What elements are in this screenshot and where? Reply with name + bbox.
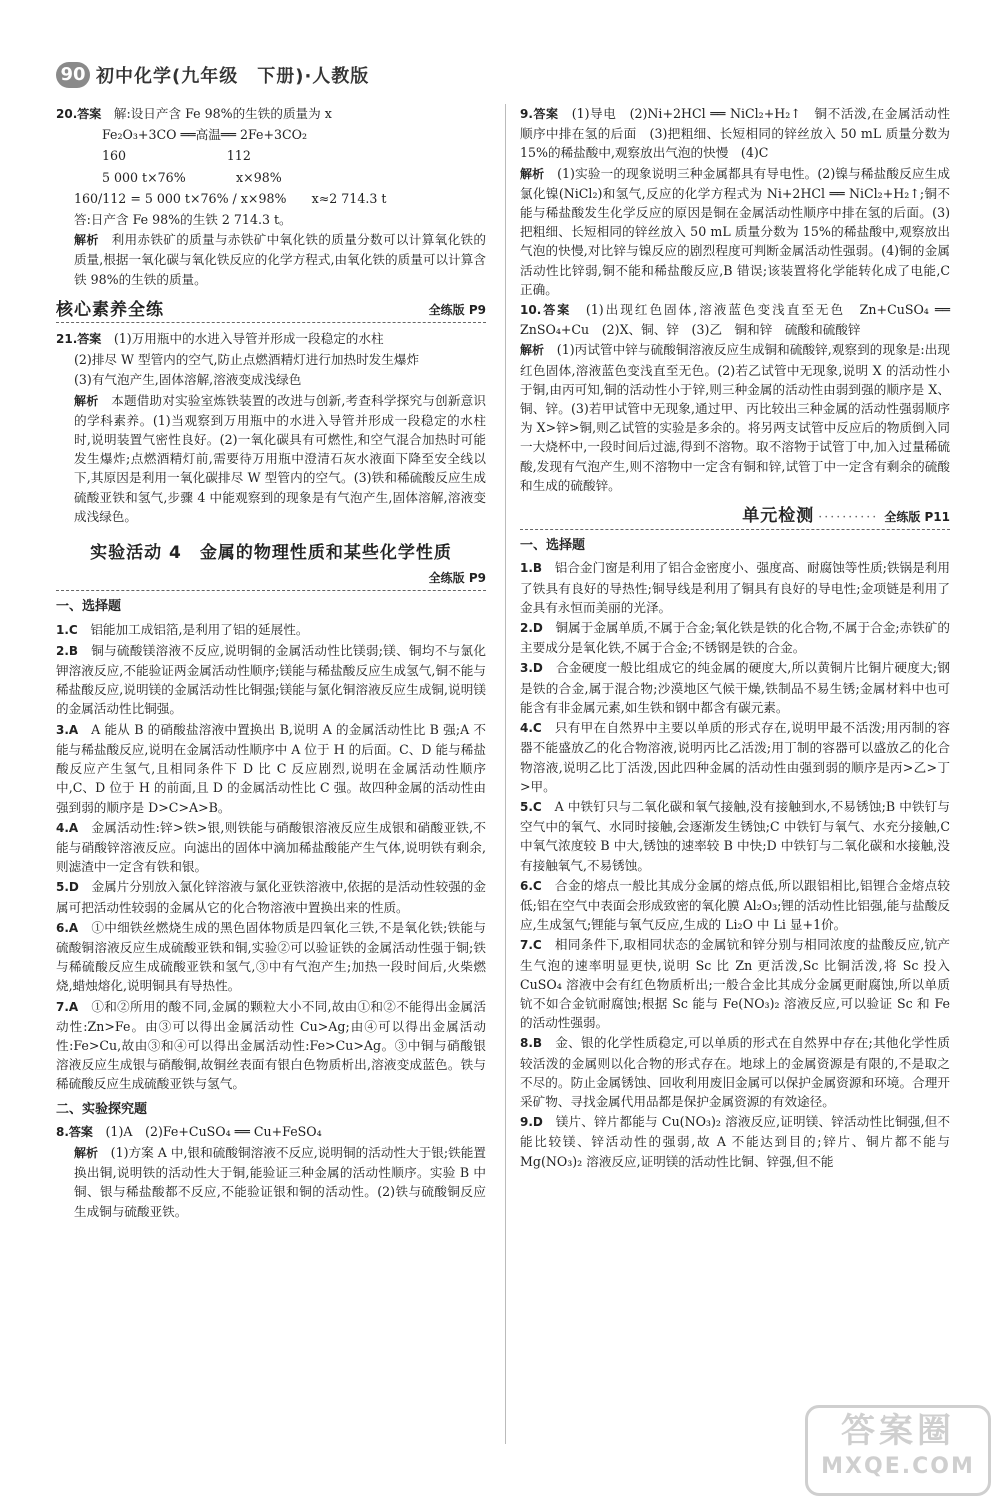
choice-label: 4.A xyxy=(56,820,79,835)
choice-label: 2.D xyxy=(520,621,543,636)
choice-label: 7.C xyxy=(520,938,542,953)
choice-label: 1.B xyxy=(520,561,543,576)
choice-label: 7.A xyxy=(56,999,79,1014)
column-divider xyxy=(505,104,506,1444)
choice-item xyxy=(520,658,950,717)
choice-label: 3.D xyxy=(520,661,543,676)
part-title-choice: 一、选择题 xyxy=(56,599,122,615)
q9-answer xyxy=(520,104,950,163)
choice-label: 9.D xyxy=(520,1115,543,1130)
right-choice-list xyxy=(520,558,950,1170)
choice-text: 相同条件下,取相同状态的金属钪和锌分别与相同浓度的盐酸反应,钪产生气泡的速率明显更快,说明 Sc 比 Zn 更活泼,Sc 比铜活泼,将 Sc 投入 CuSO₄ 溶液中会有红色物质析出;一般合金比其成分金属更耐腐蚀,所以单质钪不如合金钪耐腐蚀;根据 Sc 能与 Fe(NO₃)₂ 溶液反应,可以验证 Sc 和 Fe 的活动性强弱。 xyxy=(520,937,951,1031)
q20-analysis xyxy=(74,230,486,289)
analysis-label: 解析 xyxy=(74,393,99,408)
choice-text: ①和②所用的酸不同,金属的颗粒大小不同,故由①和②不能得出金属活动性:Zn>Fe。由③可以得出金属活动性 Cu>Ag;由④可以得出金属活动性:Fe>Cu,故由③和④可以得出金属活动性:Fe>Cu>Ag。③中铜与硝酸银溶液反应生成银与硝酸铜,故铜丝表面有银白色物质析出,溶液变成蓝色。铁与稀硫酸反应生成硫酸亚铁与氢气。 xyxy=(56,998,487,1092)
choice-label: 8.B xyxy=(520,1036,543,1051)
choice-item xyxy=(56,641,486,719)
choice-text: 镁片、锌片都能与 Cu(NO₃)₂ 溶液反应,证明镁、锌活动性比铜强,但不能比较镁、锌活动性的强弱,故 A 不能达到目的;锌片、铜片都不能与 Mg(NO₃)₂ 溶液反应,证明镁的活动性比铜、锌强,但不能 xyxy=(520,1114,950,1169)
choice-label: 3.A xyxy=(56,722,79,737)
choice-text: A 能从 B 的硝酸盐溶液中置换出 B,说明 A 的金属活动性比 B 强;A 不能与稀盐酸反应,说明在金属活动性顺序中 A 位于 H 的后面。C、D 能与稀盐酸反应产生氢气,且相同条件下 D 比 C 反应剧烈,说明在金属活动性顺序中,C、D 位于 H 的前面,且 D 的金属活动性比 C 强。故四种金属的活动性由强到弱的顺序是 D>C>A>B。 xyxy=(56,721,487,815)
choice-label: 4.C xyxy=(520,721,542,736)
page-number: 90 xyxy=(56,62,90,88)
q9-answer-text: (1)导电 (2)Ni+2HCl ══ NiCl₂+H₂↑ 铜不活泼,在金属活动性顺序中排在氢的后面 (3)把粗细、长短相同的锌丝放入 50 mL 质量分数为 15%的稀盐酸中,观察放出气泡的快慢 (4)C xyxy=(520,106,950,161)
choice-text: 铜属于金属单质,不属于合金;氧化铁是铁的化合物,不属于合金;赤铁矿的主要成分是氧化铁,不属于合金;不锈钢是铁的合金。 xyxy=(520,620,950,656)
q8-analysis-text: (1)方案 A 中,银和硫酸铜溶液不反应,说明铜的活动性大于银;铁能置换出铜,说明铁的活动性大于铜,能验证三种金属的活动性顺序。实验 B 中铜、银与稀盐酸都不反应,不能验证银和铜的活动性。(2)铁与硫酸铜反应生成铜与硫酸亚铁。 xyxy=(74,1144,486,1219)
choice-item xyxy=(520,876,950,935)
q20-equation: Fe₂O₃+3CO ══高温══ 2Fe+3CO₂ xyxy=(102,127,308,143)
left-column xyxy=(56,104,486,1222)
section-title: 核心素养全练 xyxy=(56,299,164,320)
choice-label: 6.A xyxy=(56,920,79,935)
q21-a1-text: (1)万用瓶中的水进入导管并形成一段稳定的水柱 xyxy=(113,331,384,347)
analysis-label: 解析 xyxy=(520,343,545,358)
activity-title: 实验活动 4 金属的物理性质和某些化学性质 xyxy=(90,543,452,564)
q20-analysis-text: 利用赤铁矿的质量与赤铁矿中氧化铁的质量分数可以计算氧化铁的质量,根据一氧化碳与氧化铁反应的化学方程式,由氧化铁的质量可以计算含铁 98%的生铁的质量。 xyxy=(74,232,486,287)
choice-item xyxy=(520,558,950,617)
choice-item xyxy=(56,720,486,817)
q9-label: 9.答案 xyxy=(520,107,559,121)
q20-intro-text: 解:设日产含 Fe 98%的生铁的质量为 x xyxy=(113,106,332,121)
choice-text: 铜与硫酸镁溶液不反应,说明铜的金属活动性比镁弱;镁、铜均不与氯化钾溶液反应,不能验证两金属活动性顺序;镁能与稀盐酸反应生成氢气,铜不能与稀盐酸反应,说明镁的金属活动性比铜强;镁能与氯化铜溶液反应生成铜,说明镁的金属活动性比铜强。 xyxy=(56,642,486,717)
page-header xyxy=(56,60,369,90)
q20-intro xyxy=(56,104,486,124)
choice-text: 铝合金门窗是利用了铝合金密度小、强度高、耐腐蚀等性质;铁锅是利用了铁具有良好的导热性;铜导线是利用了铜具有良好的导电性;金项链是利用了金具有永恒而美丽的光泽。 xyxy=(520,560,950,615)
q21-a1 xyxy=(56,329,486,349)
analysis-label: 解析 xyxy=(520,166,545,181)
q21-label: 21.答案 xyxy=(56,332,102,347)
choice-item xyxy=(520,797,950,875)
q20-ratio: 160/112 = 5 000 t×76% / x×98% x≈2 714.3 t xyxy=(74,190,387,206)
part-title-choice: 一、选择题 xyxy=(520,538,586,554)
choice-label: 5.D xyxy=(56,880,79,895)
choice-label: 5.C xyxy=(520,799,542,814)
watermark-logo xyxy=(805,1405,991,1496)
analysis-label: 解析 xyxy=(74,233,99,248)
section-header-core xyxy=(56,301,486,323)
q8-analysis xyxy=(74,1143,486,1221)
left-choice-list xyxy=(56,620,486,1094)
choice-item xyxy=(56,877,486,916)
q20-label: 20.答案 xyxy=(56,107,102,121)
q20-mass: 160 112 xyxy=(102,148,251,164)
q21-analysis xyxy=(74,391,486,526)
choice-item xyxy=(520,1112,950,1171)
watermark-text: 答案圈 xyxy=(841,1411,955,1451)
q8-answer-text: (1)A (2)Fe+CuSO₄ ══ Cu+FeSO₄ xyxy=(105,1123,322,1139)
unit-title: 单元检测 xyxy=(742,506,815,527)
choice-item xyxy=(520,1033,950,1111)
choice-text: 金属活动性:锌>铁>银,则铁能与硝酸银溶液反应生成银和硝酸亚铁,不能与硝酸锌溶液反应。向滤出的固体中滴加稀盐酸能产生气体,说明铁有剩余,则滤渣中一定含有铁和银。 xyxy=(56,819,486,875)
choice-text: 合金的熔点一般比其成分金属的熔点低,所以跟铝相比,铝锂合金熔点较低;铝在空气中表面会形成致密的氧化膜 Al₂O₃;锂的活动性比铝强,能与盐酸反应,生成氢气;锂能与氧气反应,生成的 Li₂O 中 Li 显+1价。 xyxy=(520,877,951,933)
q20-answer: 答:日产含 Fe 98%的生铁 2 714.3 t。 xyxy=(74,212,292,228)
choice-item xyxy=(520,618,950,657)
section-ref: 全练版 P9 xyxy=(428,302,486,317)
choice-text: ①中细铁丝燃烧生成的黑色固体物质是四氧化三铁,不是氧化铁;铁能与硫酸铜溶液反应生成硫酸亚铁和铜,实验②可以验证铁的金属活动性强于铜;铁与稀硫酸反应生成硫酸亚铁和氢气,③中有气泡产生;加热一段时间后,火柴燃烧,蜡烛熔化,说明铜具有导热性。 xyxy=(56,919,487,994)
choice-item xyxy=(520,935,950,1032)
q10-answer-text: (1)出现红色固体,溶液蓝色变浅直至无色 Zn+CuSO₄ ══ ZnSO₄+Cu (2)X、铜、锌 (3)乙 铜和锌 硫酸和硫酸锌 xyxy=(520,302,951,338)
book-title: 初中化学(九年级 下册)·人教版 xyxy=(96,66,370,87)
choice-label: 2.B xyxy=(56,643,79,658)
choice-item xyxy=(56,918,486,996)
choice-text: 合金硬度一般比组成它的纯金属的硬度大,所以黄铜片比铜片硬度大;钢是铁的合金,属于混合物;沙漠地区气候干燥,铁制品不易生锈;金属材料中也可能含有非金属元素,如生铁和钢中都含有碳元素。 xyxy=(520,660,950,715)
part-title-experiment: 二、实验探究题 xyxy=(56,1101,148,1117)
choice-item xyxy=(56,818,486,877)
q21-analysis-text: 本题借助对实验室炼铁装置的改进与创新,考查科学探究与创新意识的学科素养。(1)当观察到万用瓶中的水进入导管并形成一段稳定的水柱时,说明装置气密性良好。(2)一氧化碳具有可燃性,和空气混合加热时可能发生爆炸;点燃酒精灯前,需要待万用瓶中澄清石灰水液面下降至安全线以下,其原因是利用一氧化碳排尽 W 型管内的空气。(3)铁和稀硫酸反应生成硫酸亚铁和氢气,步骤 4 中能观察到的现象是有气泡产生,固体溶解,溶液变成浅绿色。 xyxy=(74,392,486,524)
unit-header: 单元检测 ·········· 全练版 P11 xyxy=(520,507,950,530)
choice-label: 6.C xyxy=(520,878,542,893)
q20-given: 5 000 t×76% x×98% xyxy=(102,169,282,185)
q21-a3: (3)有气泡产生,固体溶解,溶液变成浅绿色 xyxy=(74,372,302,388)
q21-a2: (2)排尽 W 型管内的空气,防止点燃酒精灯进行加热时发生爆炸 xyxy=(74,352,420,368)
choice-text: A 中铁钉只与二氧化碳和氧气接触,没有接触到水,不易锈蚀;B 中铁钉与空气中的氧气、水同时接触,会逐渐发生锈蚀;C 中铁钉与氧气、水充分接触,C 中氧气浓度较 B 中大,锈蚀的速率较 B 中快;D 中铁钉与二氧化碳和水接触,没有接触氧气,不易锈蚀。 xyxy=(520,798,951,873)
q10-analysis-text: (1)丙试管中锌与硫酸铜溶液反应生成铜和硫酸锌,观察到的现象是:出现红色固体,溶液蓝色变浅直至无色。(2)若乙试管中无现象,说明 X 的活动性小于铜,由丙可知,铜的活动性小于锌,则三种金属的活动性由弱到强的顺序是 X、铜、锌。(3)若甲试管中无现象,通过甲、丙比较出三种金属的活动性强弱顺序为 X>锌>铜,则乙试管的实验是多余的。将另两支试管中反应后的物质倒入同一大烧杯中,一段时间后过滤,得到不溶物。取不溶物于试管丁中,加入过量稀硫酸,发现有气泡产生,则不溶物中一定含有铜和锌,试管丁中一定含有剩余的硫酸和生成的硫酸锌。 xyxy=(520,342,950,493)
q10-answer xyxy=(520,300,950,339)
q8-label: 8.答案 xyxy=(56,1124,93,1139)
activity-ref: 全练版 P9 xyxy=(56,569,486,591)
q9-analysis-text: (1)实验一的现象说明三种金属都具有导电性。(2)镍与稀盐酸反应生成氯化镍(NiCl₂)和氢气,反应的化学方程式为 Ni+2HCl ══ NiCl₂+H₂↑;铜不能与稀盐酸发生化学反应的原因是铜在金属活动性顺序中排在氢的后面。(3)把粗细、长短相同的锌丝放入 50 mL 质量分数为 15%的稀盐酸中,观察放出气泡的快慢,对比锌与镍反应的剧烈程度可判断金属活动性强弱。(4)铜的金属活动性比锌弱,铜不能和稀盐酸反应,B 错误;该装置将化学能转化成了电能,C 正确。 xyxy=(520,165,950,297)
choice-text: 只有甲在自然界中主要以单质的形式存在,说明甲最不活泼;用丙制的容器不能盛放乙的化合物溶液,说明丙比乙活泼;用丁制的容器可以盛放乙的化合物溶液,说明乙比丁活泼,因此四种金属的活动性由强到弱的顺序是丙>乙>丁>甲。 xyxy=(520,720,951,794)
unit-ref: 全练版 P11 xyxy=(884,510,950,525)
watermark-url: MXQE.COM xyxy=(821,1454,975,1479)
q10-label: 10.答案 xyxy=(520,303,572,318)
q9-analysis xyxy=(520,164,950,299)
choice-text: 铝能加工成铝箔,是利用了铝的延展性。 xyxy=(90,621,309,637)
choice-item xyxy=(56,620,486,640)
choice-label: 1.C xyxy=(56,622,78,637)
choice-item xyxy=(56,997,486,1094)
choice-item xyxy=(520,718,950,796)
choice-text: 金、银的化学性质稳定,可以单质的形式在自然界中存在;其他化学性质较活泼的金属则以化合物的形式存在。地球上的金属资源是有限的,不是取之不尽的。防止金属锈蚀、回收利用废旧金属可以保护金属资源和环境。合理开采矿物、寻找金属代用品都是保护金属资源的有效途径。 xyxy=(520,1035,950,1109)
q10-analysis xyxy=(520,340,950,495)
q8-answer xyxy=(56,1122,486,1142)
right-column xyxy=(520,104,950,1172)
choice-text: 金属片分别放入氯化锌溶液与氯化亚铁溶液中,依据的是活动性较强的金属可把活动性较弱的金属从它的化合物溶液中置换出来的性质。 xyxy=(56,879,486,915)
analysis-label: 解析 xyxy=(74,1145,99,1160)
